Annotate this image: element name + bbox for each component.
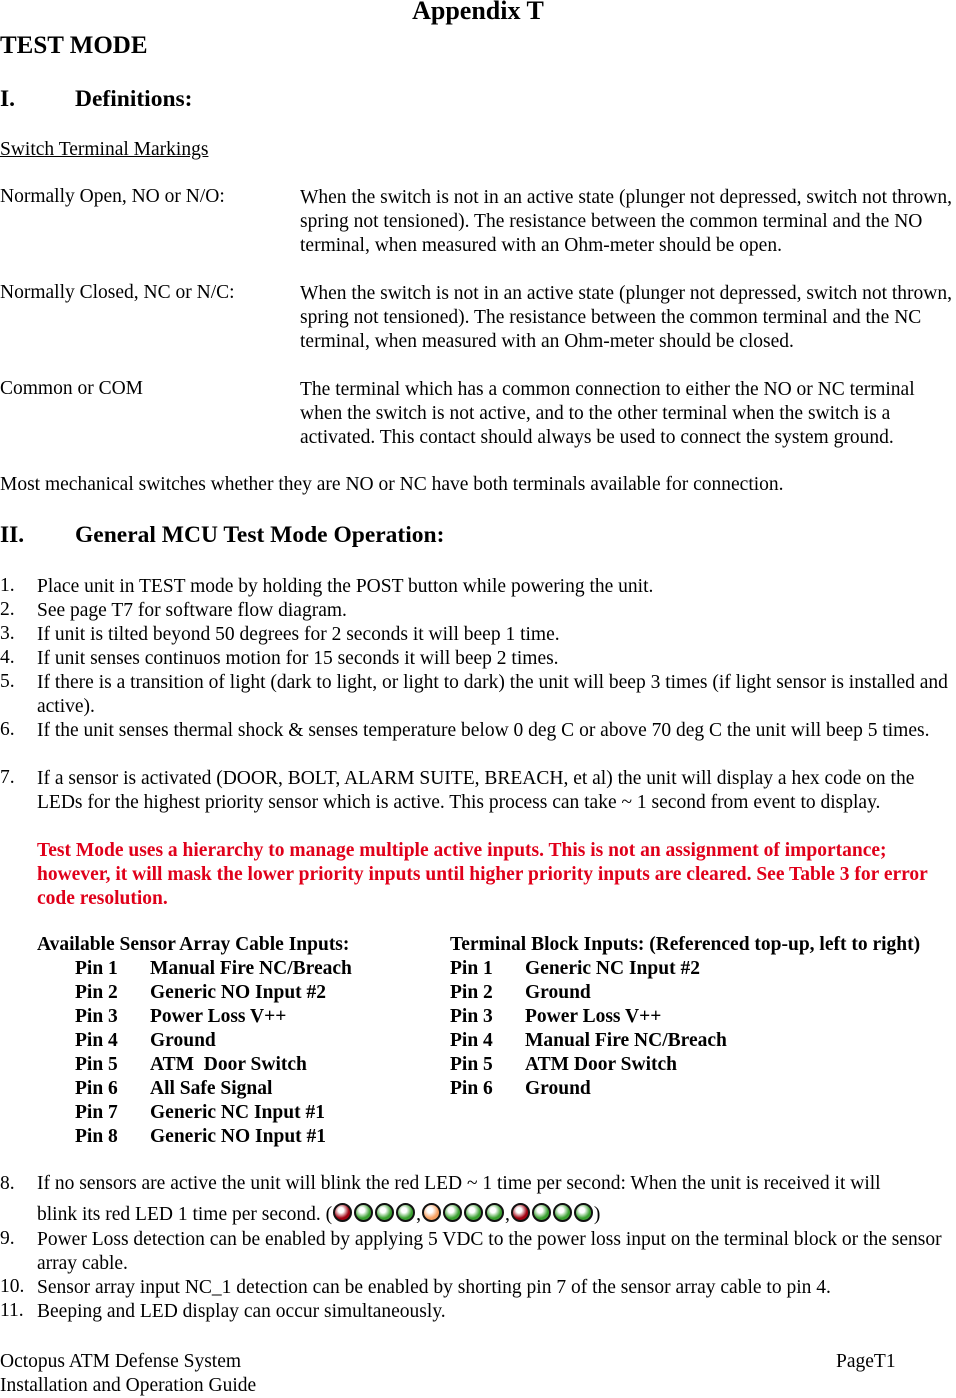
led-green-icon xyxy=(375,1203,394,1222)
page-heading: TEST MODE xyxy=(0,32,148,59)
sensor-pin-number: Pin 2 xyxy=(75,982,118,1003)
section-1-heading xyxy=(0,86,600,116)
list-item-number: 6. xyxy=(0,719,15,740)
list-item xyxy=(0,647,956,671)
definition-body-nc: When the switch is not in an active state (plunger not depressed, switch not thrown, spring not tensioned). The resistance between the common terminal and the NC terminal, when measured with an Ohm-meter should be closed. xyxy=(300,283,953,352)
terminal-pin-name: Manual Fire NC/Breach xyxy=(525,1030,727,1051)
definition-term-no: Normally Open, NO or N/O: xyxy=(0,186,225,207)
list-item-text: If the unit senses thermal shock & senses temperature below 0 deg C or above 70 deg C the unit will beep 5 times. xyxy=(37,720,930,741)
sensor-pin-name: Power Loss V++ xyxy=(150,1006,287,1027)
list-item-text: If a sensor is activated (DOOR, BOLT, ALARM SUITE, BREACH, et al) the unit will display a hex code on the LEDs for the highest priority sensor which is active. This process can take ~ 1 second from event to display. xyxy=(37,768,915,813)
terminal-pin-name: ATM Door Switch xyxy=(525,1054,678,1075)
section-1-title: Definitions: xyxy=(75,86,193,112)
definition-body-com: The terminal which has a common connection to either the NO or NC terminal when the switch is not active, and to the other terminal when the switch is a activated. This contact should always be used to connect the system ground. xyxy=(300,379,915,448)
list-item-number: 2. xyxy=(0,599,15,620)
list-item xyxy=(0,671,956,719)
sensor-pin-name: Manual Fire NC/Breach xyxy=(150,958,352,979)
sensor-pin-number: Pin 8 xyxy=(75,1126,118,1147)
step-8-line-2-text: blink its red LED 1 time per second. ( xyxy=(37,1204,333,1225)
list-item xyxy=(0,575,956,599)
sensor-pin-name: Generic NO Input #1 xyxy=(150,1126,327,1147)
subheading-switch-markings: Switch Terminal Markings xyxy=(0,139,209,160)
list-item-number: 1. xyxy=(0,575,15,596)
list-item-number: 4. xyxy=(0,647,15,668)
terminal-pin-name: Ground xyxy=(525,1078,591,1099)
led-green-icon xyxy=(485,1203,504,1222)
led-green-icon xyxy=(354,1203,373,1222)
terminal-pin-number: Pin 1 xyxy=(450,958,493,979)
terminal-pin-name: Ground xyxy=(525,982,591,1003)
section-2-number: II. xyxy=(0,522,25,548)
led-green-icon xyxy=(396,1203,415,1222)
list-item-text: Sensor array input NC_1 detection can be enabled by shorting pin 7 of the sensor array cable to pin 4. xyxy=(37,1277,831,1298)
terminal-pin-name: Power Loss V++ xyxy=(525,1006,662,1027)
list-item-text: Power Loss detection can be enabled by applying 5 VDC to the power loss input on the terminal block or the sensor array cable. xyxy=(37,1229,942,1274)
sensor-pin-number: Pin 3 xyxy=(75,1006,118,1027)
definition-term-nc: Normally Closed, NC or N/C: xyxy=(0,282,235,303)
sensor-inputs-heading: Available Sensor Array Cable Inputs: xyxy=(37,934,350,955)
sensor-pin-number: Pin 1 xyxy=(75,958,118,979)
list-item-text: See page T7 for software flow diagram. xyxy=(37,600,347,621)
list-item-number: 9. xyxy=(0,1228,15,1249)
step-8-number: 8. xyxy=(0,1173,15,1194)
list-item-text: Beeping and LED display can occur simultaneously. xyxy=(37,1301,446,1322)
hierarchy-warning: Test Mode uses a hierarchy to manage multiple active inputs. This is not an assignment of importance; however, it will mask the lower priority inputs until higher priority inputs are cleared. See Table 3 for error code resolution. xyxy=(37,840,928,909)
list-item-text: If unit is tilted beyond 50 degrees for 2 seconds it will beep 1 time. xyxy=(37,624,560,645)
sensor-pin-number: Pin 4 xyxy=(75,1030,118,1051)
list-item-number: 11. xyxy=(0,1300,24,1321)
list-item-text: If there is a transition of light (dark to light, or light to dark) the unit will beep 3 times (if light sensor is installed and active). xyxy=(37,672,948,717)
led-green-icon xyxy=(574,1203,593,1222)
section-2-heading xyxy=(0,522,700,552)
footer-page-number: PageT1 xyxy=(836,1351,896,1372)
list-item xyxy=(0,1300,956,1324)
list-item-text: If unit senses continuos motion for 15 seconds it will beep 2 times. xyxy=(37,648,559,669)
sensor-pin-number: Pin 7 xyxy=(75,1102,118,1123)
led-pattern-2 xyxy=(421,1204,505,1225)
list-item xyxy=(0,599,956,623)
list-item xyxy=(0,623,956,647)
sensor-pin-name: ATM Door Switch xyxy=(150,1054,307,1075)
terminal-pin-number: Pin 3 xyxy=(450,1006,493,1027)
step-8-line-1: If no sensors are active the unit will blink the red LED ~ 1 time per second: When the unit is received it will xyxy=(37,1173,881,1194)
list-item-number: 3. xyxy=(0,623,15,644)
terminal-pin-number: Pin 2 xyxy=(450,982,493,1003)
led-pattern-1 xyxy=(332,1204,416,1225)
definition-term-com: Common or COM xyxy=(0,378,144,399)
list-item xyxy=(0,1228,956,1276)
led-red-icon xyxy=(333,1203,352,1222)
terminal-pin-number: Pin 6 xyxy=(450,1078,493,1099)
step-8-line-2: blink its red LED 1 time per second. ( , , ) xyxy=(37,1204,601,1225)
definition-body-no: When the switch is not in an active state (plunger not depressed, switch not thrown, spring not tensioned). The resistance between the common terminal and the NO terminal, when measured with an Ohm-meter should be open. xyxy=(300,187,953,256)
sensor-pin-number: Pin 5 xyxy=(75,1054,118,1075)
led-green-icon xyxy=(443,1203,462,1222)
sensor-pin-name: Generic NC Input #1 xyxy=(150,1102,325,1123)
list-item xyxy=(0,1276,956,1300)
list-item-number: 5. xyxy=(0,671,15,692)
terminal-pin-number: Pin 5 xyxy=(450,1054,493,1075)
footer-product-name: Octopus ATM Defense System xyxy=(0,1351,242,1372)
footer-guide-name: Installation and Operation Guide xyxy=(0,1375,257,1396)
sensor-pin-number: Pin 6 xyxy=(75,1078,118,1099)
list-item xyxy=(0,767,956,839)
list-item-text: Place unit in TEST mode by holding the POST button while powering the unit. xyxy=(37,576,654,597)
list-item-number: 10. xyxy=(0,1276,25,1297)
list-item-number: 7. xyxy=(0,767,15,788)
appendix-title: Appendix T xyxy=(412,0,544,25)
list-item xyxy=(0,719,956,767)
section-1-number: I. xyxy=(0,86,16,112)
led-orange-icon xyxy=(422,1203,441,1222)
led-red-icon xyxy=(511,1203,530,1222)
led-green-icon xyxy=(532,1203,551,1222)
sensor-pin-name: Generic NO Input #2 xyxy=(150,982,327,1003)
terminal-pin-name: Generic NC Input #2 xyxy=(525,958,700,979)
note-paragraph: Most mechanical switches whether they are NO or NC have both terminals available for connection. xyxy=(0,474,784,495)
sensor-pin-name: All Safe Signal xyxy=(150,1078,273,1099)
led-green-icon xyxy=(553,1203,572,1222)
terminal-pin-number: Pin 4 xyxy=(450,1030,493,1051)
terminal-inputs-heading: Terminal Block Inputs: (Referenced top-up, left to right) xyxy=(450,934,921,955)
led-pattern-3 xyxy=(510,1204,594,1225)
led-green-icon xyxy=(464,1203,483,1222)
sensor-pin-name: Ground xyxy=(150,1030,216,1051)
section-2-title: General MCU Test Mode Operation: xyxy=(75,522,445,548)
